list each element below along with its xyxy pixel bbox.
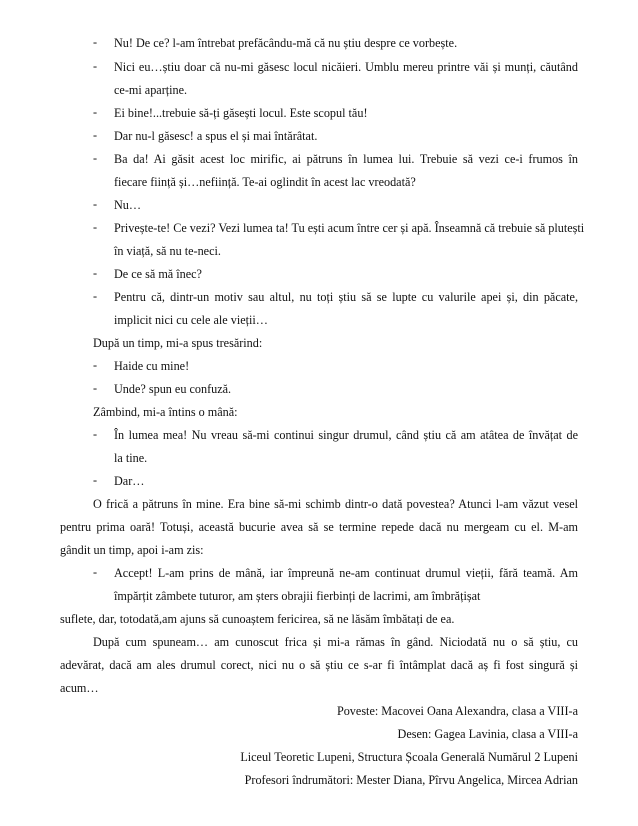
narrative-line: adevărat, dacă am ales drumul corect, nici nu o să știu ce s-ar fi întâmplat dacă aș fi fost singură și — [60, 658, 578, 672]
credit-drawing: Desen: Gagea Lavinia, clasa a VIII-a — [397, 727, 578, 741]
dialogue-dash: - — [93, 427, 98, 441]
narrative-line: Zâmbind, mi-a întins o mână: — [93, 405, 238, 419]
dialogue-line-continued: la tine. — [114, 451, 148, 465]
dialogue-line-continued: fiecare ființă și…neființă. Te-ai oglindit în acest lac vreodată? — [114, 175, 416, 189]
dialogue-line: Pentru că, dintr-un motiv sau altul, nu toți știu să se lupte cu valurile apei și, din păcate, — [114, 290, 578, 304]
dialogue-line: Nici eu…știu doar că nu-mi găsesc locul nicăieri. Umblu mereu printre văi și munți, căutând — [114, 60, 578, 74]
dialogue-dash: - — [93, 565, 98, 579]
dialogue-line-continued: ce-mi aparține. — [114, 83, 188, 97]
dialogue-dash: - — [93, 266, 98, 280]
narrative-line: suflete, dar, totodată,am ajuns să cunoaștem fericirea, să ne lăsăm îmbătați de ea. — [60, 612, 455, 626]
dialogue-line: Dar… — [114, 474, 145, 488]
dialogue-dash: - — [93, 381, 98, 395]
dialogue-line: Unde? spun eu confuză. — [114, 382, 232, 396]
narrative-line: gândit un timp, apoi i-am zis: — [60, 543, 204, 557]
dialogue-dash: - — [93, 59, 98, 73]
dialogue-dash: - — [93, 473, 98, 487]
dialogue-line: De ce să mă înec? — [114, 267, 202, 281]
credit-school: Liceul Teoretic Lupeni, Structura Școala Generală Numărul 2 Lupeni — [240, 750, 578, 764]
dialogue-dash: - — [93, 35, 98, 49]
dialogue-line: Nu! De ce? l-am întrebat prefăcându-mă că nu știu despre ce vorbește. — [114, 36, 458, 50]
dialogue-dash: - — [93, 151, 98, 165]
dialogue-line: Nu… — [114, 198, 142, 212]
dialogue-line-continued: împărțit zâmbete tuturor, am șters obrajii fierbinți de lacrimi, am îmbrățișat — [114, 589, 481, 603]
narrative-line: acum… — [60, 681, 99, 695]
narrative-line: După un timp, mi-a spus tresărind: — [93, 336, 263, 350]
dialogue-line: Haide cu mine! — [114, 359, 190, 373]
credit-story: Poveste: Macovei Oana Alexandra, clasa a VIII-a — [336, 704, 578, 718]
dialogue-dash: - — [93, 105, 98, 119]
dialogue-dash: - — [93, 128, 98, 142]
dialogue-line: Dar nu-l găsesc! a spus el și mai întărâtat. — [114, 129, 318, 143]
dialogue-dash: - — [93, 289, 98, 303]
dialogue-dash: - — [93, 358, 98, 372]
dialogue-line-continued: în viață, să nu te-neci. — [114, 244, 221, 258]
narrative-line: După cum spuneam… am cunoscut frica și mi-a rămas în gând. Niciodată nu o să știu, cu — [93, 635, 578, 649]
narrative-line: O frică a pătruns în mine. Era bine să-mi schimb dintr-o dată povestea? Atunci l-am văzut vesel — [93, 497, 578, 511]
dialogue-dash: - — [93, 197, 98, 211]
dialogue-line: Privește-te! Ce vezi? Vezi lumea ta! Tu ești acum între cer și apă. Înseamnă că trebuie să plutești — [114, 221, 585, 235]
dialogue-line-continued: implicit nici cu cele ale vieții… — [114, 313, 268, 327]
credit-teachers: Profesori îndrumători: Mester Diana, Pîrvu Angelica, Mircea Adrian — [244, 773, 578, 787]
dialogue-line: Ba da! Ai găsit acest loc mirific, ai pătruns în lumea lui. Trebuie să vezi ce-i frumos în — [114, 152, 578, 166]
dialogue-line: Accept! L-am prins de mână, iar împreună ne-am continuat drumul vieții, fără teamă. Am — [114, 566, 578, 580]
dialogue-line: În lumea mea! Nu vreau să-mi continui singur drumul, când știu că am atâtea de învățat de — [114, 428, 578, 442]
dialogue-dash: - — [93, 220, 98, 234]
narrative-line: pentru prima oară! Totuși, această bucurie avea să se termine repede dacă nu mergeam cu el. M-am — [60, 520, 578, 534]
dialogue-line: Ei bine!...trebuie să-ți găsești locul. Este scopul tău! — [114, 106, 368, 120]
